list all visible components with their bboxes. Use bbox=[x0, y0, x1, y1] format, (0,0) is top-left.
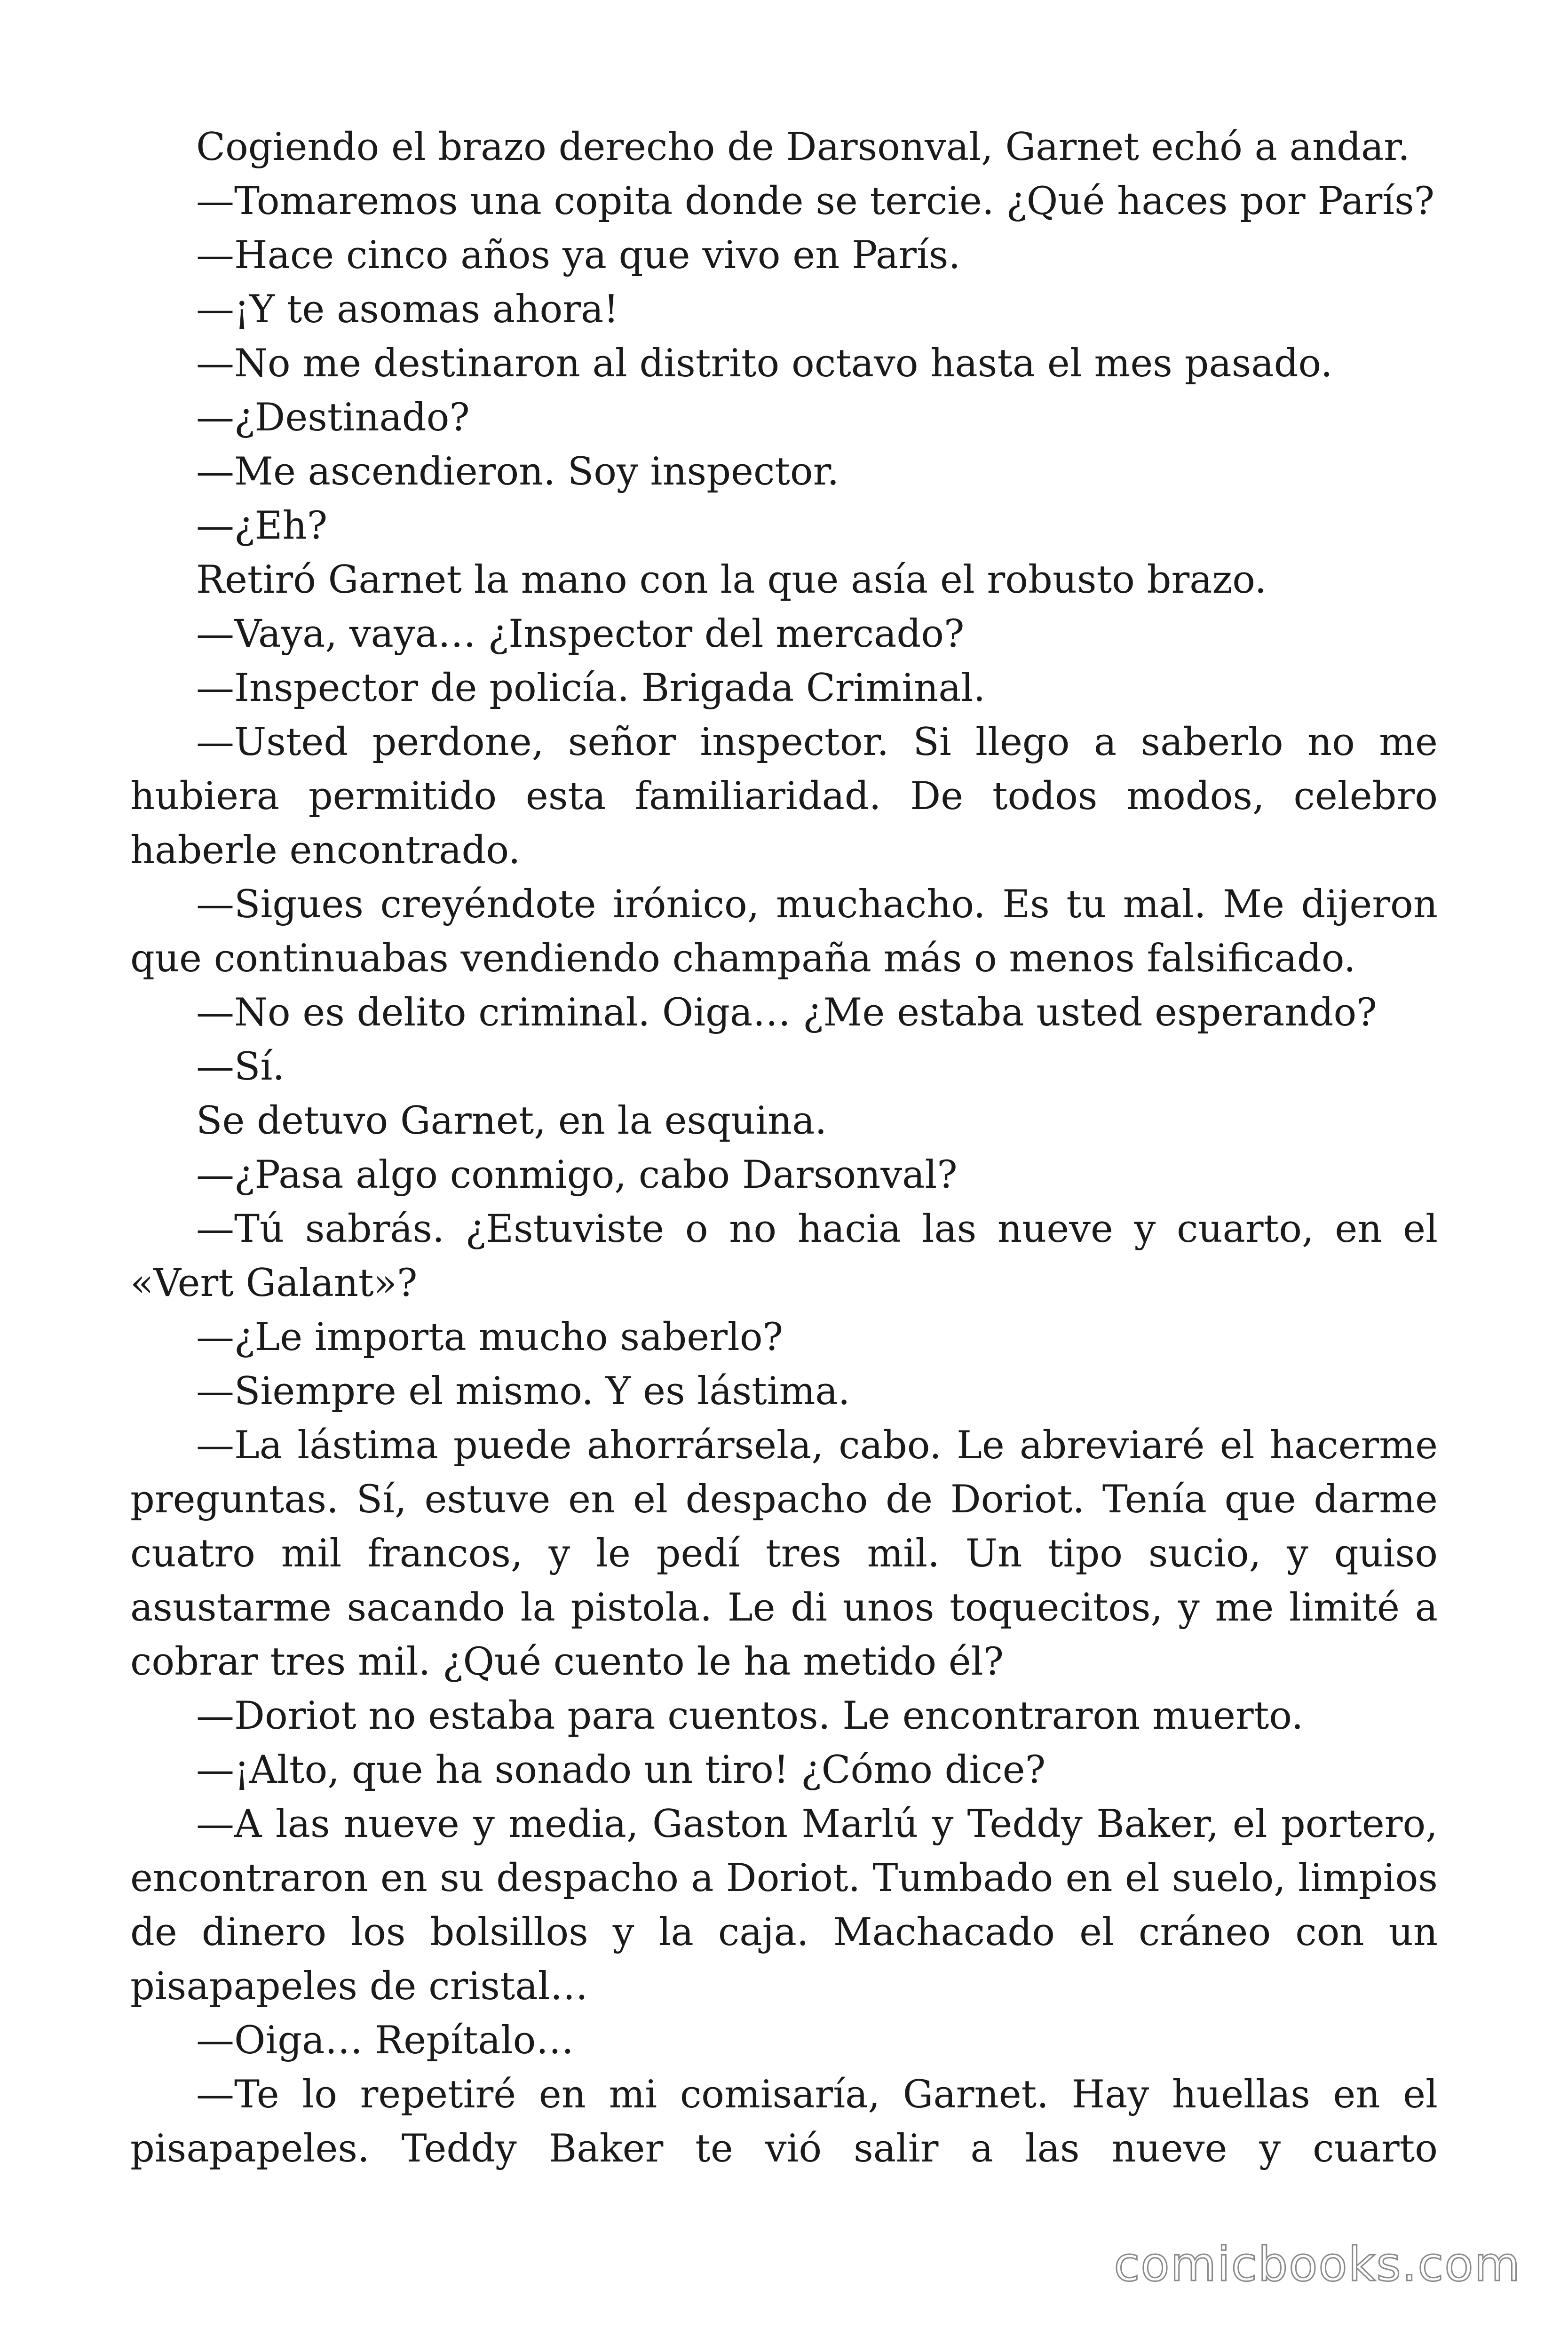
paragraph: —Inspector de policía. Brigada Criminal. bbox=[196, 666, 986, 710]
paragraph: —Sí. bbox=[196, 1045, 285, 1089]
paragraph: —Doriot no estaba para cuentos. Le encontraron muerto. bbox=[196, 1694, 1304, 1738]
paragraph: —¡Alto, que ha sonado un tiro! ¿Cómo dice? bbox=[196, 1748, 1046, 1792]
paragraph: —Hace cinco años ya que vivo en París. bbox=[196, 233, 961, 278]
paragraph: —A las nueve y media, Gaston Marlú y Teddy Baker, el portero, encontraron en su despacho a Doriot. Tumbado en el suelo, limpios de dinero los bolsillos y la caja. Machacado el cráneo con un pisapapeles de cristal… bbox=[130, 1802, 1438, 2009]
paragraph: Cogiendo el brazo derecho de Darsonval, Garnet echó a andar. bbox=[196, 125, 1410, 169]
paragraph: —Tú sabrás. ¿Estuviste o no hacia las nueve y cuarto, en el «Vert Galant»? bbox=[130, 1207, 1438, 1305]
paragraph: —¿Destinado? bbox=[196, 396, 470, 440]
paragraph: —Te lo repetiré en mi comisaría, Garnet. Hay huellas en el pisapapeles. Teddy Baker te vió salir a las nueve y cuarto bbox=[130, 2073, 1438, 2171]
paragraph: —Oiga… Repítalo… bbox=[196, 2018, 574, 2063]
paragraph: Retiró Garnet la mano con la que asía el robusto brazo. bbox=[196, 558, 1267, 602]
paragraph: —Siempre el mismo. Y es lástima. bbox=[196, 1369, 850, 1414]
paragraph: —Tomaremos una copita donde se tercie. ¿Qué haces por París? bbox=[196, 179, 1435, 223]
paragraph: —¿Eh? bbox=[196, 504, 328, 548]
paragraph: —No me destinaron al distrito octavo hasta el mes pasado. bbox=[196, 342, 1333, 386]
paragraph: —¡Y te asomas ahora! bbox=[196, 287, 619, 332]
paragraph: Se detuvo Garnet, en la esquina. bbox=[196, 1099, 827, 1143]
paragraph: —Usted perdone, señor inspector. Si llego a saberlo no me hubiera permitido esta familiaridad. De todos modos, celebro haberle encontrado. bbox=[130, 720, 1438, 873]
book-page-text bbox=[130, 120, 1438, 2176]
paragraph: —¿Pasa algo conmigo, cabo Darsonval? bbox=[196, 1153, 958, 1197]
watermark-logo: comicbooks.com bbox=[1114, 2237, 1521, 2292]
paragraph: —Sigues creyéndote irónico, muchacho. Es tu mal. Me dijeron que continuabas vendiendo champaña más o menos falsificado. bbox=[130, 882, 1438, 981]
paragraph: —Vaya, vaya… ¿Inspector del mercado? bbox=[196, 612, 965, 656]
paragraph: —Me ascendieron. Soy inspector. bbox=[196, 450, 839, 494]
paragraph: —¿Le importa mucho saberlo? bbox=[196, 1315, 784, 1359]
paragraph: —No es delito criminal. Oiga… ¿Me estaba usted esperando? bbox=[196, 991, 1377, 1035]
paragraph: —La lástima puede ahorrársela, cabo. Le abreviaré el hacerme preguntas. Sí, estuve en el despacho de Doriot. Tenía que darme cuatro mil francos, y le pedí tres mil. Un tipo sucio, y quiso asustarme sacando la pistola. Le di unos toquecitos, y me limité a cobrar tres mil. ¿Qué cuento le ha metido él? bbox=[130, 1423, 1438, 1684]
